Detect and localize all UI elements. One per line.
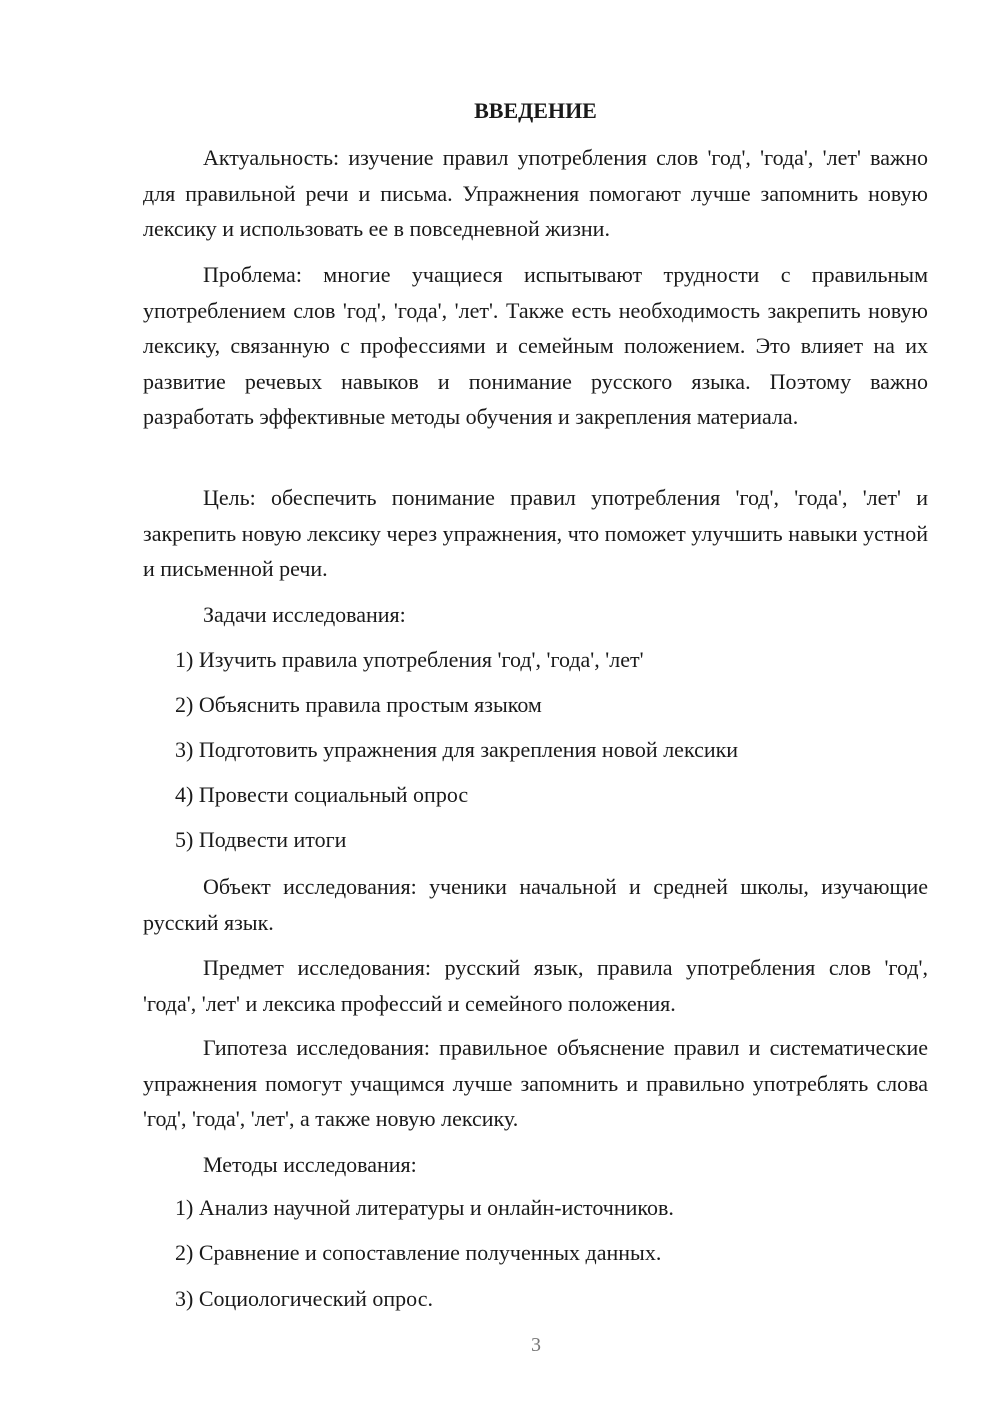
problem-paragraph: Проблема: многие учащиеся испытывают трудности с правильным употреблением слов 'год', 'года', 'лет'. Также есть необходимость закрепить новую лексику, связанную с профессиями и семейным положением. Это влияет на их развитие речевых навыков и понимание русского языка. Поэтому важно разработать эффективные методы обучения и закрепления материала. bbox=[143, 262, 928, 429]
page-title: ВВЕДЕНИЕ bbox=[474, 98, 597, 123]
hypothesis-paragraph: Гипотеза исследования: правильное объяснение правил и систематические упражнения помогут учащимся лучше запомнить и правильно употреблять слова 'год', 'года', 'лет', а также новую лексику. bbox=[143, 1035, 928, 1131]
task-item-5: 5) Подвести итоги bbox=[175, 827, 347, 852]
task-item-3: 3) Подготовить упражнения для закрепления новой лексики bbox=[175, 737, 739, 762]
page-number: 3 bbox=[531, 1334, 541, 1356]
methods-heading: Методы исследования: bbox=[203, 1152, 417, 1177]
tasks-heading: Задачи исследования: bbox=[203, 602, 406, 627]
method-item-1: 1) Анализ научной литературы и онлайн-источников. bbox=[175, 1195, 674, 1220]
relevance-paragraph: Актуальность: изучение правил употребления слов 'год', 'года', 'лет' важно для правильной речи и письма. Упражнения помогают лучше запомнить новую лексику и использовать ее в повседневной жизни. bbox=[143, 145, 928, 241]
task-item-1: 1) Изучить правила употребления 'год', 'года', 'лет' bbox=[175, 647, 644, 672]
subject-paragraph: Предмет исследования: русский язык, правила употребления слов 'год', 'года', 'лет' и лексика профессий и семейного положения. bbox=[143, 955, 928, 1016]
method-item-2: 2) Сравнение и сопоставление полученных данных. bbox=[175, 1240, 662, 1265]
object-paragraph: Объект исследования: ученики начальной и средней школы, изучающие русский язык. bbox=[143, 874, 928, 935]
method-item-3: 3) Социологический опрос. bbox=[175, 1286, 433, 1311]
task-item-4: 4) Провести социальный опрос bbox=[175, 782, 469, 807]
goal-paragraph: Цель: обеспечить понимание правил употребления 'год', 'года', 'лет' и закрепить новую лексику через упражнения, что поможет улучшить навыки устной и письменной речи. bbox=[143, 485, 928, 581]
task-item-2: 2) Объяснить правила простым языком bbox=[175, 692, 542, 717]
